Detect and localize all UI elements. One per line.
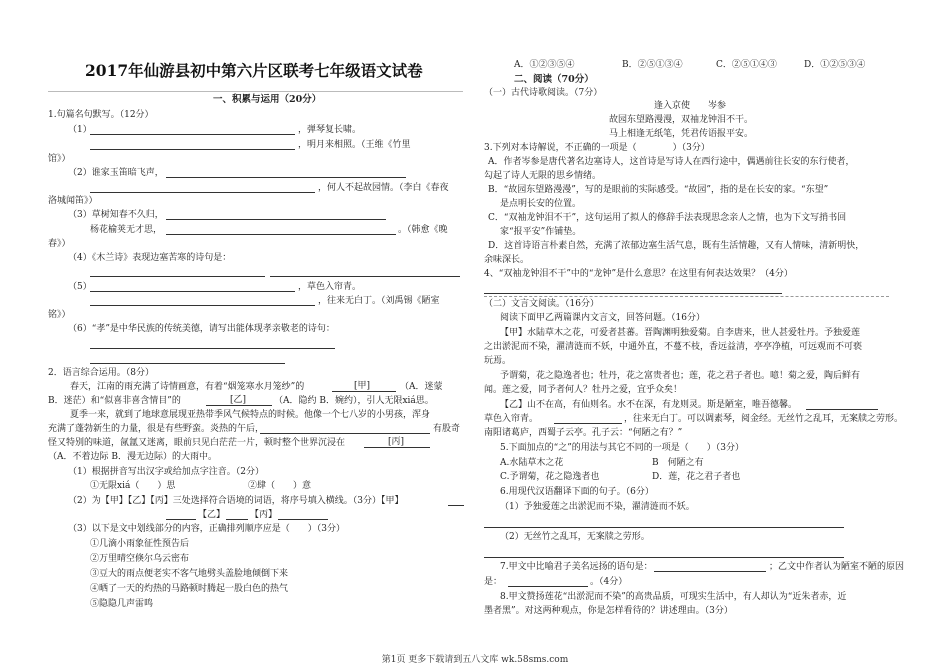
q1-3-source-2: 春》） <box>48 239 71 249</box>
q5-option-b: B 何陋之有 <box>652 458 704 468</box>
passage-line: 夏季一来，就到了地球意展现亚热带季风气候特点的时候。他像一个七八岁的小男孩，浑身 <box>70 410 431 420</box>
answer-blank[interactable] <box>90 282 295 292</box>
page-footer: 第1页 更多下载请到五八文库 wk.58sms.com <box>381 655 569 665</box>
answer-blank[interactable] <box>90 267 265 277</box>
q3-option-d: D．这首诗语言朴素自然，充满了浓郁边塞生活气息，既有生活情趣，又有人情味，清新明快， <box>488 241 865 251</box>
q2-2-label-yi: 【乙】 <box>198 510 226 520</box>
section-divider <box>48 91 463 92</box>
order-option: ③豆大的雨点便老实不客气地劈头盖脸地倾倒下来 <box>90 569 289 579</box>
order-option: ④晒了一天的灼热的马路顿时腾起一股白色的热气 <box>90 584 289 594</box>
passage-jia: 【甲】水陆草木之花，可爱者甚蕃。晋陶渊明独爱菊。自李唐来，世人甚爱牡丹。予独爱莲 <box>500 328 861 338</box>
q1-1-text: ，弹琴复长啸。 <box>298 125 362 135</box>
passage-line: B．迷茫）和“似喜非喜含情目”的 <box>48 396 181 406</box>
answer-blank[interactable] <box>90 183 315 193</box>
poem-line: 马上相逢无纸笔，凭君传语报平安。 <box>609 129 754 139</box>
q1-1-source: 馆》） <box>48 154 71 164</box>
q1-3-text: （3）草树知春不久归， <box>68 210 164 220</box>
section-divider <box>484 296 889 297</box>
passage-yi: 南阳诸葛庐，西蜀子云亭。孔子云：“何陋之有？” <box>484 428 683 438</box>
question-8-cont: 墨者黑”。对这两种观点，你是怎样看待的？讲述理由。（3分） <box>484 606 733 616</box>
q3-option-a: A．作者岑参是唐代著名边塞诗人，这首诗是写诗人在西行途中，偶遇前往长安的东行使者， <box>488 157 855 167</box>
q5-option-a: A.水陆草木之花 <box>500 458 564 468</box>
question-6: 6.用现代汉语翻译下面的句子。（6分） <box>500 487 654 497</box>
q1-1-label: （1） <box>68 125 92 135</box>
answer-blank[interactable] <box>166 168 406 178</box>
passage-line: 充满了蓬勃新生的力量，很是有些野蛮。炎热的午后， <box>48 424 265 434</box>
passage-jia: 之出淤泥而不染，濯清涟而不妖，中通外直，不蔓不枝，香远益清，亭亭净植，可远观而不可亵 <box>484 342 863 352</box>
q3-option-d-cont: 余味深长。 <box>484 255 530 265</box>
question-7-score: 。（4分） <box>590 577 628 587</box>
order-option: ①几滴小雨象征性预告后 <box>90 539 190 549</box>
answer-blank[interactable] <box>654 562 766 572</box>
answer-blank[interactable] <box>166 510 196 520</box>
question-1: 1.句篇名句默写。（12分） <box>48 110 154 120</box>
answer-blank[interactable] <box>226 510 248 520</box>
answer-blank[interactable] <box>270 267 460 277</box>
page-title: 2017年仙游县初中第六片区联考七年级语文试卷 <box>85 61 423 80</box>
passage-line: （A．不着边际 B．漫无边际）的大雨中。 <box>48 452 217 462</box>
classical-intro: 阅读下面甲乙两篇课内文言文，回答问题。（16分） <box>500 313 705 323</box>
subsection-poetry: （一）古代诗歌阅读。（7分） <box>484 88 603 98</box>
poem-title: 逢入京使 岑参 <box>654 101 727 111</box>
question-2: 2．语言综合运用。（8分） <box>48 368 154 378</box>
passage-line: （A．迷蒙 <box>400 382 443 392</box>
answer-blank[interactable] <box>166 225 396 235</box>
q2-3-text: （3）以下是文中划线部分的内容，正确排列顺序应是（ ）（3分） <box>68 524 345 534</box>
answer-blank[interactable] <box>554 414 622 424</box>
answer-blank[interactable] <box>278 510 328 520</box>
passage-jia: 玩焉。 <box>484 356 512 366</box>
section-2-heading: 二、阅读（70分） <box>514 74 594 85</box>
question-3: 3.下列对本诗解说，不正确的一项是（ ）（3分） <box>484 143 710 153</box>
q2-1-option-b: ②肆（ ）意 <box>248 481 312 491</box>
q3-option-b: B．“故园东望路漫漫”，写的是眼前的实际感受。“故园”，指的是在长安的家。“东望” <box>488 185 829 195</box>
q1-5-source: 铭》） <box>48 310 71 320</box>
poem-line: 故园东望路漫漫，双袖龙钟泪不干。 <box>609 115 754 125</box>
passage-jia: 闻。莲之爱，同予者何人？牡丹之爱，宜乎众矣！ <box>484 385 683 395</box>
blank-jia: [甲] <box>354 381 371 391</box>
choice-a: A．①②③⑤④ <box>514 60 575 70</box>
section-1-heading: 一、积累与运用（20分） <box>213 94 322 105</box>
choice-b: B．②⑤①③④ <box>622 60 683 70</box>
q1-5-text-2: ，往来无白丁。（刘禹锡《陋室 <box>318 296 440 306</box>
subsection-classical: （二）文言文阅读。（16分） <box>484 299 599 309</box>
q3-option-b-cont: 是点明长安的位置。 <box>500 199 582 209</box>
passage-yi: ，往来无白丁。可以调素琴，阅金经。无丝竹之乱耳，无案牍之劳形。 <box>624 414 904 424</box>
q1-5-text: ，草色入帘青。 <box>298 282 362 292</box>
q2-1-option-a: ①无限xiá（ ）思 <box>90 481 176 491</box>
passage-line: （A．隐约 B．婉约），引人无限xiá思。 <box>274 396 434 406</box>
q5-option-d: D．莲，花之君子者也 <box>652 472 741 482</box>
q1-4-text: （4）《木兰诗》表现边塞苦寒的诗句是： <box>68 253 232 263</box>
passage-jia: 予谓菊，花之隐逸者也；牡丹，花之富贵者也；莲，花之君子者也。噫！菊之爱，陶后鲜有 <box>500 371 861 381</box>
passage-yi: 【乙】山不在高，有仙则名。水不在深，有龙则灵。斯是陋室，唯吾德馨。 <box>500 400 798 410</box>
question-4: 4、“双袖龙钟泪不干”中的“龙钟”是什么意思？在这里有何表达效果？（4分） <box>484 269 793 279</box>
answer-blank[interactable] <box>484 548 844 558</box>
answer-blank[interactable] <box>448 496 464 506</box>
choice-d: D．①②⑤③④ <box>804 60 866 70</box>
passage-line: 春天，江南的雨充满了诗情画意，有着“烟笼寒水月笼纱”的 <box>70 382 305 392</box>
answer-blank[interactable] <box>90 125 295 135</box>
q6-1-text: （1）予独爱莲之出淤泥而不染，濯清涟而不妖。 <box>500 502 695 512</box>
q2-2-text: （2）为【甲】【乙】【丙】三处选择符合语境的词语，将序号填入横线。（3分）【甲】 <box>68 496 404 506</box>
question-5: 5.下面加点的“之”的用法与其它不同的一项是（ ）（3分） <box>500 443 745 453</box>
q3-option-a-cont: 勾起了诗人无限的思乡情绪。 <box>484 171 602 181</box>
answer-blank[interactable] <box>484 518 844 528</box>
answer-blank[interactable] <box>508 577 588 587</box>
q1-2-text-2: ，何人不起故园情。（李白《春夜 <box>318 183 449 193</box>
answer-blank[interactable] <box>806 400 878 410</box>
q1-3-source: 。（韩愈《晚 <box>398 225 448 235</box>
answer-blank[interactable] <box>166 210 386 220</box>
q2-2-label-bing: 【丙】 <box>250 510 278 520</box>
q1-5-label: （5） <box>68 282 92 292</box>
question-7-cont: ；乙文中作者认为陋室不陋的原因 <box>769 562 905 572</box>
answer-blank[interactable] <box>260 424 430 434</box>
q1-2-source: 洛城闻笛》） <box>48 196 98 206</box>
answer-blank[interactable] <box>90 339 335 349</box>
answer-blank[interactable] <box>90 140 295 150</box>
order-option: ⑤隐隐几声雷鸣 <box>90 599 154 609</box>
q1-3-text-2: 杨花榆荚无才思， <box>90 225 163 235</box>
q3-option-c-cont: 家“报平安”作铺垫。 <box>500 227 582 237</box>
question-8: 8.甲文赞扬莲花“出淤泥而不染”的高贵品质，可现实生活中，有人却认为“近朱者赤，近 <box>500 592 847 602</box>
q2-1-text: （1）根据拼音写出汉字或给加点字注音。（2分） <box>68 467 264 477</box>
q1-6-text: （6）“孝”是中华民族的传统美德，请写出能体现孝亲敬老的诗句： <box>68 324 335 334</box>
q6-2-text: （2）无丝竹之乱耳，无案牍之劳形。 <box>500 532 650 542</box>
q5-option-c: C.予谓菊，花之隐逸者也 <box>500 472 600 482</box>
q3-option-c: C．“双袖龙钟泪不干”，这句运用了拟人的修辞手法表现思念亲人之情，也为下文写捎书回 <box>488 213 847 223</box>
choice-c: C．②⑤①④③ <box>716 60 777 70</box>
passage-yi: 草色入帘青。 <box>484 414 539 424</box>
blank-bing: [丙] <box>388 437 405 447</box>
blank-yi: [乙] <box>230 395 247 405</box>
question-7-cont-2: 是： <box>484 577 503 587</box>
answer-blank[interactable] <box>484 284 782 294</box>
answer-blank[interactable] <box>90 296 315 306</box>
passage-line: 有股奇 <box>433 424 461 434</box>
passage-line: 怪又特别的味道，氤氲又迷离，眼前只见白茫茫一片，顿时整个世界沉浸在 <box>48 438 346 448</box>
order-option: ②万里晴空倏尔乌云密布 <box>90 554 190 564</box>
q1-1-text-2: ，明月来相照。（王维《竹里 <box>298 140 411 150</box>
answer-blank[interactable] <box>90 354 285 364</box>
q1-2-text: （2）谁家玉笛暗飞声， <box>68 168 164 178</box>
question-7: 7.甲文中比喻君子美名远扬的语句是： <box>500 562 653 572</box>
